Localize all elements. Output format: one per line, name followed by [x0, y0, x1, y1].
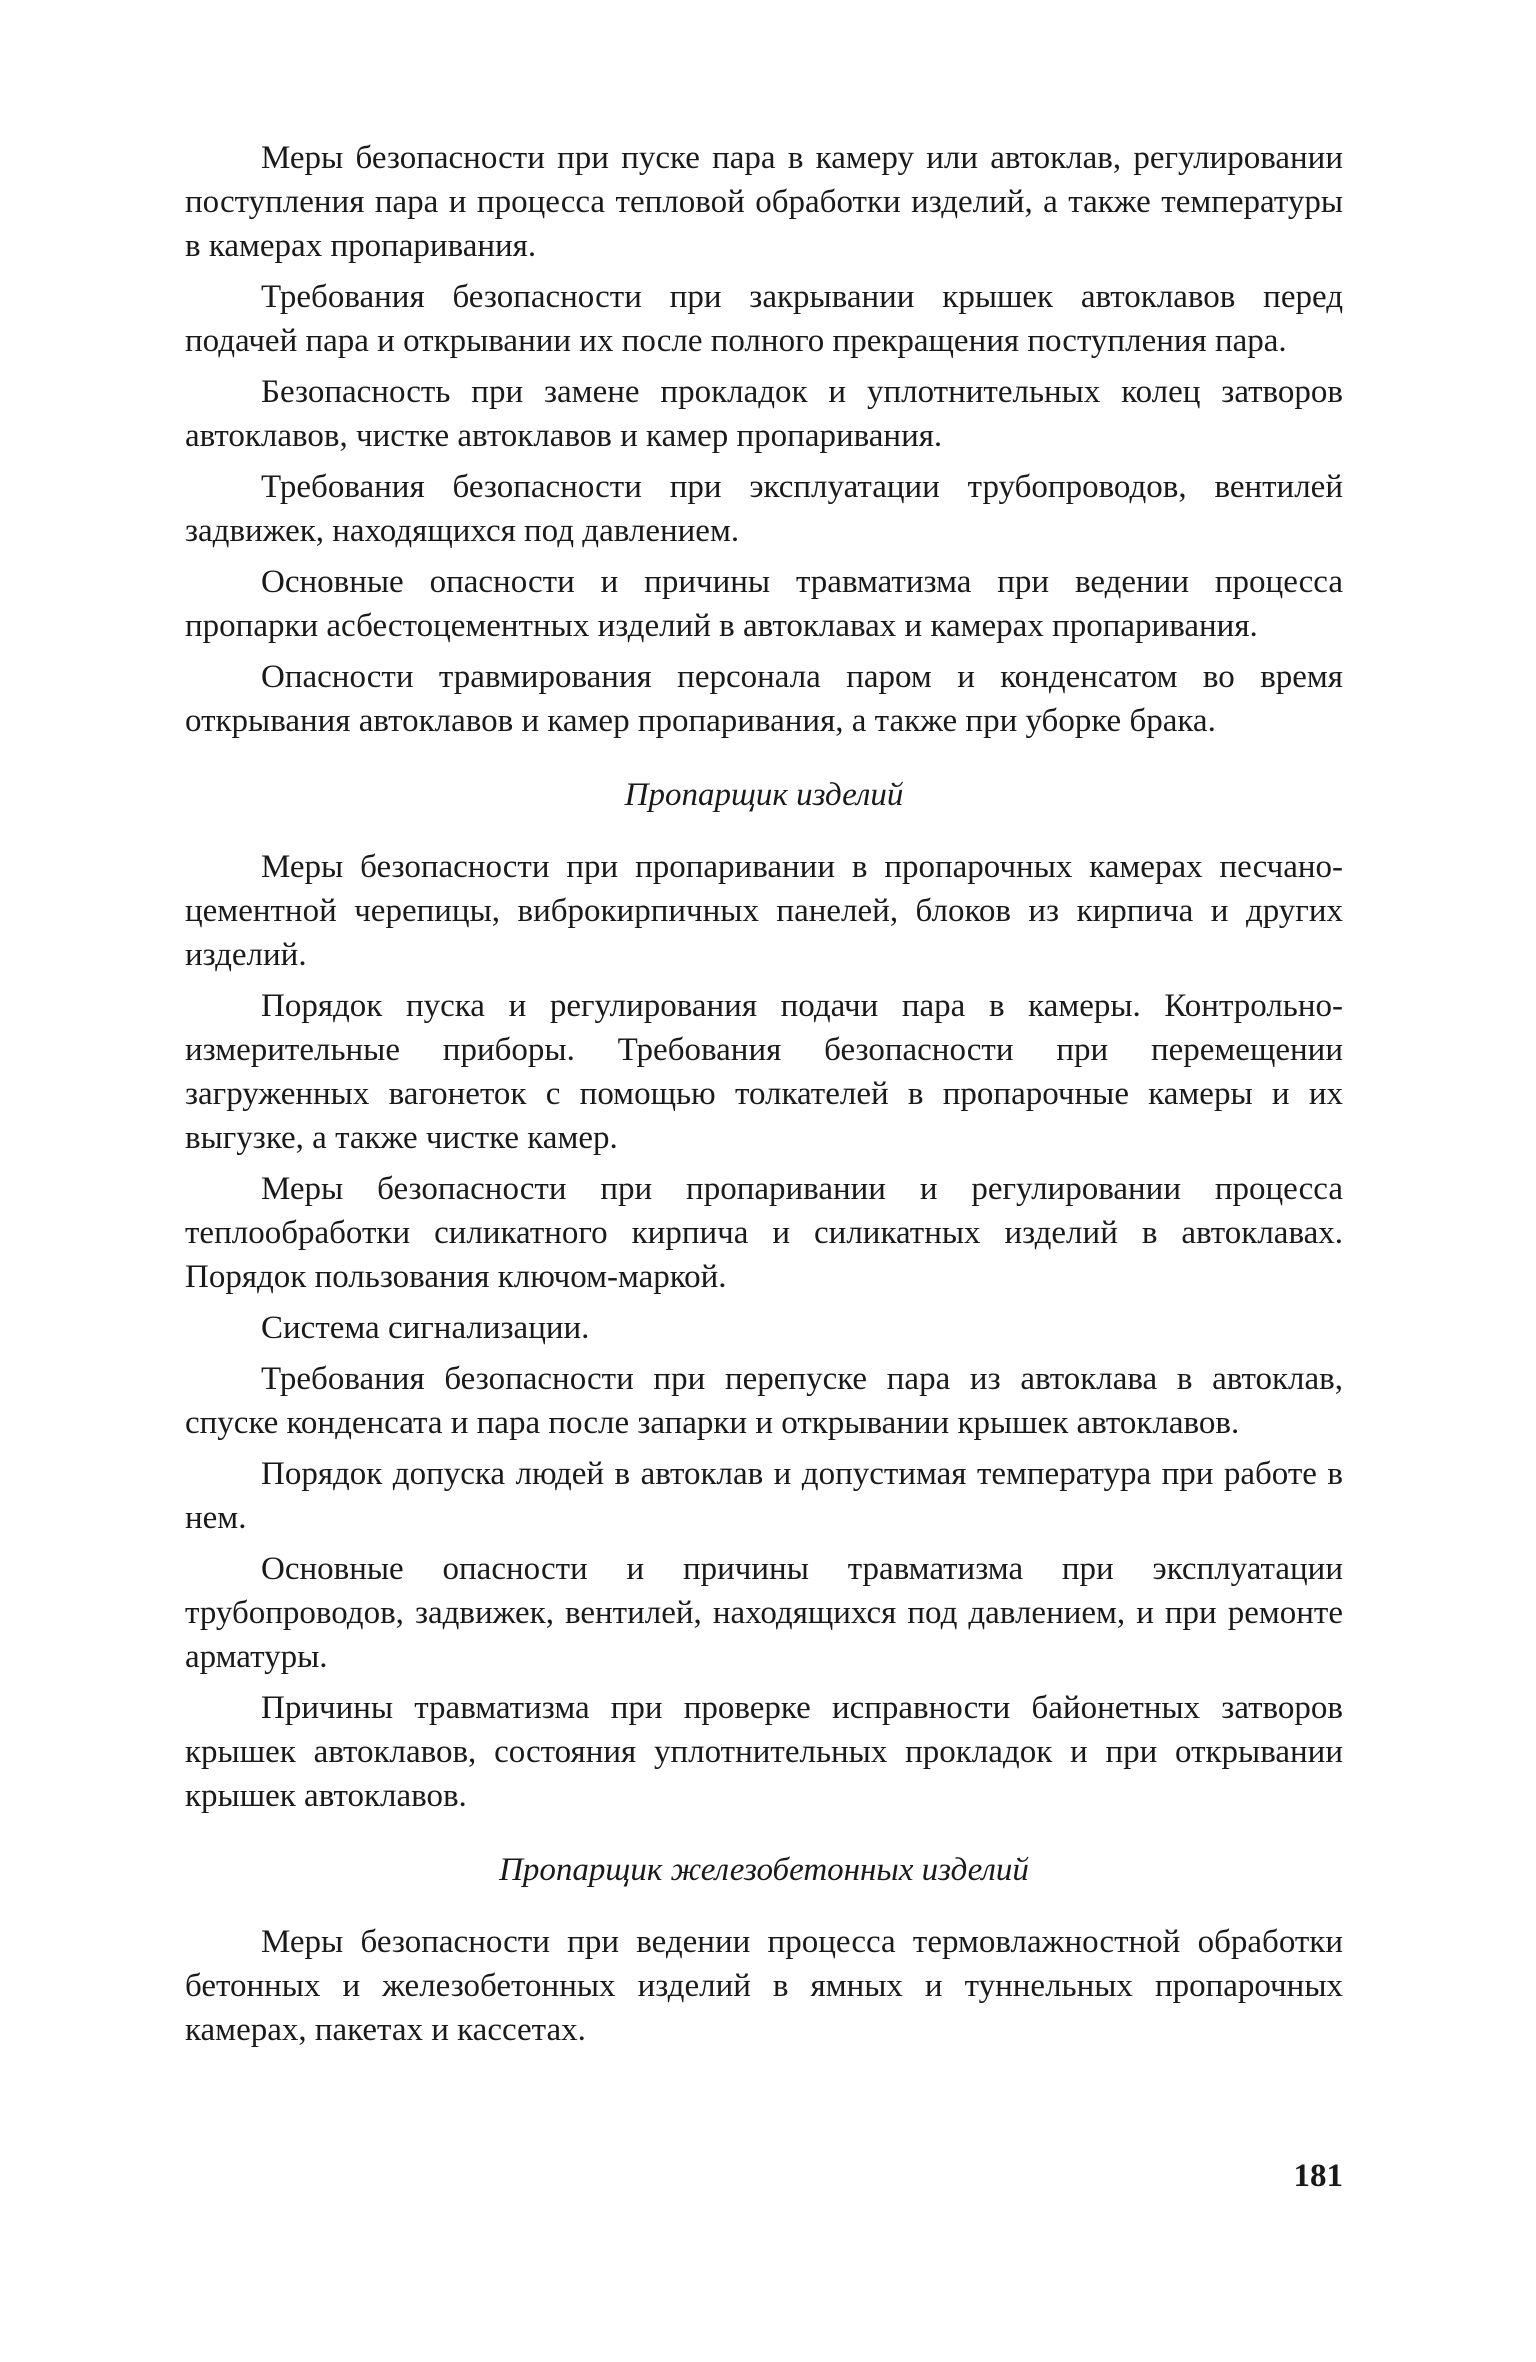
- paragraph: Основные опасности и причины травматизма при ведении процесса пропарки асбестоцементных изделий в автоклавах и камерах пропаривания.: [185, 564, 1343, 644]
- section-intro: [185, 136, 1343, 743]
- section-steamer-concrete: [185, 1848, 1343, 2052]
- paragraph: Порядок допуска людей в автоклав и допустимая температура при работе в нем.: [185, 1456, 1343, 1536]
- section-steamer-products: [185, 773, 1343, 1818]
- paragraph: Требования безопасности при эксплуатации трубопроводов, вентилей задвижек, находящихся под давлением.: [185, 469, 1343, 549]
- paragraph: Требования безопасности при закрывании крышек автоклавов перед подачей пара и открывании их после полного прекращения поступления пара.: [185, 279, 1343, 359]
- paragraph: Безопасность при замене прокладок и уплотнительных колец затворов автоклавов, чистке автоклавов и камер пропаривания.: [185, 374, 1343, 454]
- section-heading: Пропарщик изделий: [624, 777, 904, 813]
- document-page: [185, 136, 1343, 2286]
- paragraph: Требования безопасности при перепуске пара из автоклава в автоклав, спуске конденсата и пара после запарки и открывании крышек автоклавов.: [185, 1361, 1343, 1441]
- paragraph: Меры безопасности при пропаривании в пропарочных камерах песчано-цементной черепицы, виброкирпичных панелей, блоков из кирпича и других изделий.: [185, 849, 1343, 973]
- section-heading: Пропарщик железобетонных изделий: [499, 1852, 1029, 1888]
- paragraph: Опасности травмирования персонала паром и конденсатом во время открывания автоклавов и камер пропаривания, а также при уборке брака.: [185, 659, 1343, 739]
- paragraph: Порядок пуска и регулирования подачи пара в камеры. Контрольно-измерительные приборы. Требования безопасности при перемещении загруженных вагонеток с помощью толкателей в пропарочные камеры и их выгузке, а также чистке камер.: [185, 988, 1343, 1156]
- paragraph: Основные опасности и причины травматизма при эксплуатации трубопроводов, задвижек, вентилей, находящихся под давлением, и при ремонте арматуры.: [185, 1551, 1343, 1675]
- paragraph: Меры безопасности при пуске пара в камеру или автоклав, регулировании поступления пара и процесса тепловой обработки изделий, а также температуры в камерах пропаривания.: [185, 140, 1343, 264]
- page-number: 181: [1293, 2158, 1343, 2194]
- paragraph: Система сигнализации.: [261, 1310, 590, 1346]
- paragraph: Причины травматизма при проверке исправности байонетных затворов крышек автоклавов, состояния уплотнительных прокладок и при открывании крышек автоклавов.: [185, 1690, 1343, 1814]
- paragraph: Меры безопасности при пропаривании и регулировании процесса теплообработки силикатного кирпича и силикатных изделий в автоклавах. Порядок пользования ключом-маркой.: [185, 1171, 1343, 1295]
- paragraph: Меры безопасности при ведении процесса термовлажностной обработки бетонных и железобетонных изделий в ямных и туннельных пропарочных камерах, пакетах и кассетах.: [185, 1924, 1343, 2048]
